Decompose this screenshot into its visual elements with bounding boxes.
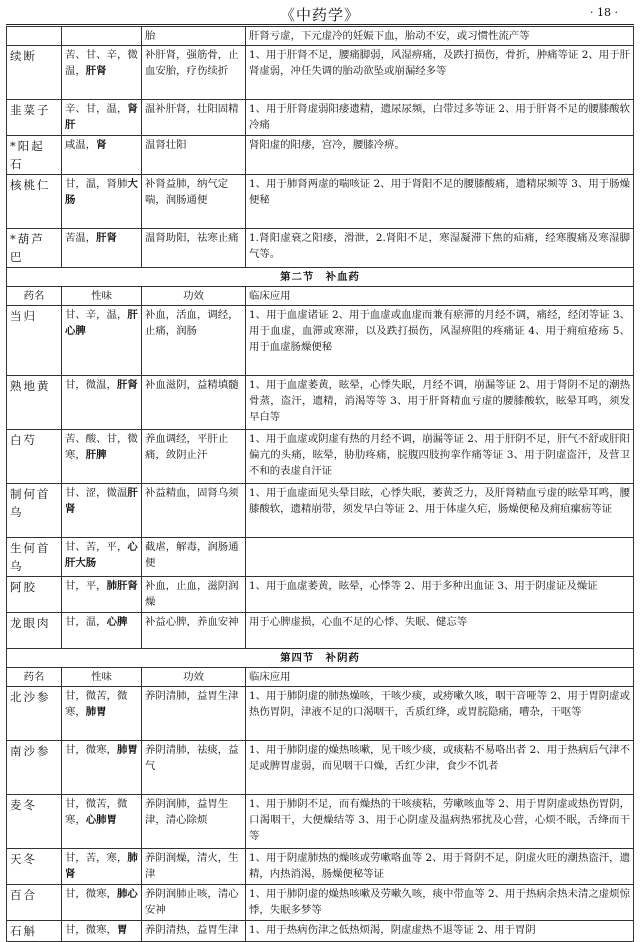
col-header-name [7, 287, 62, 306]
col-header-name [7, 668, 62, 687]
herb-name-text: 天冬 [10, 852, 37, 866]
clinical-text: 1、用于血虚萎黄，眩晕，心悸等 2、用于多种出血证 3、用于阴虚证及燥证 [249, 580, 598, 592]
function-text: 补血，止血，滋阴润燥 [145, 580, 239, 608]
meridian-text: 心肝大肠 [65, 541, 138, 569]
section-4-header-row [7, 668, 634, 687]
clinical-text: 1、用于阴虚肺热的燥咳或劳嗽咯血等 2、用于肾阴不足，阴虚火旺的潮热盗汗，遗精，内热消渴，肠燥便秘等证 [249, 852, 630, 880]
herb-nature [62, 538, 142, 577]
col-header-text: 临床应用 [249, 671, 291, 683]
herb-function [142, 100, 246, 136]
clinical-text: 1、用于肺阴虚的肺热燥咳，干咳少痰，或痨嗽久咳，咽干音哑等 2、用于胃阴虚或热伤胃阴，津液不足的口渴咽干，舌质红绛，或胃脘隐痛，嘈杂，干呕等 [249, 690, 630, 718]
herb-clinical [246, 613, 634, 649]
function-text: 养阴清热，益胃生津 [145, 924, 239, 936]
meridian-text: 肝心脾 [65, 309, 138, 337]
herb-name [7, 687, 62, 741]
clinical-text: 1、用于肺阴虚的燥热咳嗽，见干咳少痰，或痰粘不易咯出者 2、用于热病后气津不足或脾胃虚弱，而见咽干口燥，舌红少津，食少不饥者 [249, 744, 630, 772]
col-header-text: 药名 [23, 671, 45, 683]
herb-nature [62, 175, 142, 229]
herb-name [7, 795, 62, 849]
function-text: 胎 [145, 30, 156, 42]
herb-name-text: *阳起石 [10, 139, 45, 171]
col-header-function [142, 287, 246, 306]
herb-name [7, 229, 62, 268]
herb-name [7, 136, 62, 175]
section-4-title-row [7, 649, 634, 668]
nature-text: 甘，苦，寒， [65, 852, 128, 864]
table-row [7, 538, 634, 577]
table-row [7, 100, 634, 136]
function-text: 养阴清肺，益胃生津 [145, 690, 239, 702]
meridian-text: 肾 [96, 139, 107, 151]
section-2-title [7, 268, 634, 287]
herb-clinical [246, 538, 634, 577]
herb-function [142, 885, 246, 921]
meridian-text: 肺胃 [85, 706, 107, 718]
herb-nature [62, 687, 142, 741]
meridian-text: 肺胃 [116, 744, 138, 756]
herb-nature [62, 100, 142, 136]
herb-name [7, 885, 62, 921]
herb-name-text: 阿胶 [10, 580, 37, 594]
herb-nature [62, 849, 142, 885]
col-header-nature [62, 287, 142, 306]
col-header-text: 性味 [91, 671, 112, 683]
section-2-header-row [7, 287, 634, 306]
herb-nature [62, 136, 142, 175]
herb-name-text: 核桃仁 [10, 178, 51, 192]
herb-function [142, 376, 246, 430]
nature-text: 咸温， [65, 139, 97, 151]
table-row [7, 376, 634, 430]
function-text: 补肾益肺，纳气定喘，润肠通便 [145, 178, 229, 206]
table-row [7, 484, 634, 538]
herb-table-body [7, 27, 634, 942]
function-text: 补益心脾，养血安神 [145, 616, 239, 628]
herb-clinical [246, 849, 634, 885]
section-title: 第四节 补阴药 [280, 652, 360, 664]
meridian-text: 肝脾 [85, 449, 107, 461]
herb-function [142, 27, 246, 46]
herb-name-text: *葫芦巴 [10, 232, 45, 264]
meridian-text: 肺肾 [65, 852, 138, 880]
herb-name-text: 熟地黄 [10, 379, 51, 393]
herb-function [142, 229, 246, 268]
herb-name [7, 538, 62, 577]
herb-name [7, 306, 62, 376]
table-row [7, 613, 634, 649]
herb-name-text: 白芍 [10, 433, 37, 447]
herb-nature [62, 229, 142, 268]
herb-clinical [246, 306, 634, 376]
table-row [7, 849, 634, 885]
meridian-text: 肝肾 [65, 487, 138, 515]
meridian-text: 肾肝 [65, 103, 138, 131]
function-text: 养阴清肺，祛痰，益气 [145, 744, 239, 772]
clinical-text: 肝肾亏虚，下元虚冷的妊娠下血，胎动不安，或习惯性流产等 [249, 30, 530, 42]
col-header-text: 功效 [183, 290, 204, 302]
herb-function [142, 538, 246, 577]
function-text: 养阴润肺止咳，清心安神 [145, 888, 239, 916]
herb-clinical [246, 885, 634, 921]
table-row [7, 229, 634, 268]
herb-name-text: 龙眼肉 [10, 616, 51, 630]
table-row [7, 175, 634, 229]
herb-function [142, 795, 246, 849]
herb-nature [62, 577, 142, 613]
function-text: 养阴润燥，清火，生津 [145, 852, 239, 880]
herb-nature [62, 795, 142, 849]
nature-text: 甘，平， [65, 580, 107, 592]
section-title: 第二节 补血药 [280, 271, 360, 283]
herb-function [142, 484, 246, 538]
herb-function [142, 921, 246, 942]
meridian-text: 肺心 [116, 888, 138, 900]
meridian-text: 大肠 [65, 178, 138, 206]
nature-text: 甘，温， [65, 616, 107, 628]
herb-clinical [246, 484, 634, 538]
clinical-text: 1、用于肝肾虚弱阳痿遗精，遗尿尿频，白带过多等证 2、用于肝肾不足的腰膝酸软冷痛 [249, 103, 630, 131]
meridian-text: 心脾 [106, 616, 128, 628]
herb-name-text: 制何首乌 [10, 487, 51, 519]
herb-function [142, 306, 246, 376]
herb-nature [62, 484, 142, 538]
herb-name-text: 南沙参 [10, 744, 51, 758]
nature-text: 甘，微寒， [65, 744, 117, 756]
herb-clinical [246, 430, 634, 484]
herb-name [7, 741, 62, 795]
herb-nature [62, 613, 142, 649]
meridian-text: 肝肾 [116, 379, 138, 391]
nature-text: 甘，微苦，微寒， [65, 690, 128, 718]
table-row [7, 577, 634, 613]
herb-function [142, 613, 246, 649]
nature-text: 甘、涩，微温 [65, 487, 128, 499]
herb-clinical [246, 921, 634, 942]
herb-nature [62, 306, 142, 376]
table-row [7, 885, 634, 921]
nature-text: 甘，微温， [65, 379, 117, 391]
table-row [7, 306, 634, 376]
herb-clinical [246, 577, 634, 613]
nature-text: 苦温， [65, 232, 97, 244]
herb-nature [62, 921, 142, 942]
function-text: 截虐，解毒，润肠通便 [145, 541, 239, 569]
page-number: · 18 · [590, 6, 618, 19]
meridian-text: 心肺胃 [85, 814, 117, 826]
herb-function [142, 46, 246, 100]
clinical-text: 1、用于血虚诸证 2、用于血虚或血虚而兼有瘀滞的月经不调，痛经，经闭等证 3、用于血虚，血滞或寒滞，以及跌打损伤，风湿痹阻的疼痛证 4、用于痈疽疮疡 5、用于血虚肠燥便秘 [249, 309, 630, 353]
herb-nature [62, 885, 142, 921]
table-row [7, 46, 634, 100]
clinical-text: 1、用于肺阴虚的燥热咳嗽及劳嗽久咳，痰中带血等 2、用于热病余热未清之虚烦惊悸，失眠多梦等 [249, 888, 630, 916]
col-header-text: 临床应用 [249, 290, 291, 302]
book-title: 《中药学》 [279, 6, 360, 24]
herb-name [7, 27, 62, 46]
herb-clinical [246, 376, 634, 430]
clinical-text: 1、用于血虚萎黄，眩晕，心悸失眠，月经不调，崩漏等证 2、用于肾阴不足的潮热骨蒸，盗汗，遗精，消渴等等 3、用于肝肾精血亏虚的腰膝酸软，眩晕耳鸣，须发早白等 [249, 379, 630, 423]
col-header-text: 药名 [23, 290, 45, 302]
function-text: 温肾壮阳 [145, 139, 187, 151]
herb-function [142, 687, 246, 741]
herb-name [7, 175, 62, 229]
clinical-text: 用于心脾虚损，心血不足的心悸、失眠、健忘等 [249, 616, 468, 628]
clinical-text: 1、用于血虚面见头晕目眩，心悸失眠，萎黄乏力，及肝肾精血亏虚的眩晕耳鸣，腰膝酸软，遗精崩带，须发早白等证 2、用于体虚久疟，肠燥便秘及痈疽瘰疬等证 [249, 487, 630, 515]
herb-nature [62, 741, 142, 795]
section-2-title-row [7, 268, 634, 287]
function-text: 补血滋阴，益精填髓 [145, 379, 239, 391]
header-rule [6, 24, 634, 25]
table-row [7, 27, 634, 46]
herb-clinical [246, 100, 634, 136]
herb-name [7, 430, 62, 484]
clinical-text: 1、用于肝肾不足，腰痛脚弱，风湿痹痛，及跌打损伤，骨折，肿痛等证 2、用于肝肾虚弱，冲任失调的胎动欲坠或崩漏经多等 [249, 49, 630, 77]
table-row [7, 430, 634, 484]
herb-name [7, 376, 62, 430]
function-text: 补血，活血，调经，止痛，润肠 [145, 309, 239, 337]
nature-text: 苦、甘、辛，微温， [65, 49, 138, 77]
nature-text: 甘，微苦，微寒， [65, 798, 128, 826]
function-text: 养阴润肺，益胃生津，清心除烦 [145, 798, 229, 826]
page-header [0, 0, 640, 28]
herb-nature [62, 430, 142, 484]
herb-name-text: 百合 [10, 888, 37, 902]
function-text: 补益精血，固肾乌须 [145, 487, 239, 499]
section-4-title [7, 649, 634, 668]
herb-clinical [246, 27, 634, 46]
herb-name-text: 续断 [10, 49, 37, 63]
herb-clinical [246, 687, 634, 741]
herb-clinical [246, 229, 634, 268]
clinical-text: 1.肾阳虚衰之阳痿，滑泄，2.肾阳不足，寒湿凝滞下焦的疝痛，经寒腹痛及寒湿脚气等。 [249, 232, 630, 260]
herb-name-text: 麦冬 [10, 798, 37, 812]
table-row [7, 136, 634, 175]
herb-clinical [246, 136, 634, 175]
nature-text: 甘、苦，平， [65, 541, 128, 553]
nature-text: 甘，微寒， [65, 924, 117, 936]
herb-name [7, 849, 62, 885]
herb-name [7, 921, 62, 942]
clinical-text: 肾阳虚的阳痿，宫冷，腰膝冷痹。 [249, 139, 405, 151]
herb-function [142, 741, 246, 795]
col-header-text: 功效 [183, 671, 204, 683]
herb-name [7, 46, 62, 100]
herb-nature [62, 376, 142, 430]
col-header-function [142, 668, 246, 687]
herb-nature [62, 46, 142, 100]
herb-name [7, 484, 62, 538]
table-row [7, 921, 634, 942]
function-text: 温肾助阳，祛寒止痛 [145, 232, 239, 244]
herb-function [142, 430, 246, 484]
herb-clinical [246, 175, 634, 229]
nature-text: 甘、辛，温， [65, 309, 128, 321]
col-header-clinical [246, 668, 634, 687]
col-header-clinical [246, 287, 634, 306]
herb-function [142, 175, 246, 229]
function-text: 补肝肾，强筋骨，止血安胎，疗伤续折 [145, 49, 239, 77]
herb-function [142, 849, 246, 885]
clinical-text: 1、用于热病伤津之低热烦渴，阴虚虚热不退等证 2、用于胃阴 [249, 924, 536, 936]
herb-function [142, 136, 246, 175]
herb-clinical [246, 741, 634, 795]
clinical-text: 1、用于血虚或阴虚有热的月经不调，崩漏等证 2、用于肝阴不足，肝气不舒或肝阳偏亢的头痛，眩晕，胁肋疼痛，脘腹四肢拘挛作痛等证 3、用于阴虚盗汗，及营卫不和的表虚自汗证 [249, 433, 630, 477]
nature-text: 甘，温，肾肺 [65, 178, 128, 190]
col-header-text: 性味 [91, 290, 112, 302]
nature-text: 甘，微寒， [65, 888, 117, 900]
herb-name-text: 石斛 [10, 924, 37, 938]
nature-text: 苦、酸、甘，微寒， [65, 433, 138, 461]
herb-clinical [246, 795, 634, 849]
herb-name-text: 北沙参 [10, 690, 51, 704]
herb-function [142, 577, 246, 613]
meridian-text: 肺肝肾 [106, 580, 138, 592]
clinical-text: 1、用于肺肾两虚的喘咳证 2、用于肾阳不足的腰膝酸痛，遗精尿频等 3、用于肠燥便秘 [249, 178, 630, 206]
function-text: 养血调经，平肝止痛，敛阴止汗 [145, 433, 229, 461]
herb-table [6, 26, 634, 942]
herb-nature [62, 27, 142, 46]
nature-text: 辛、甘，温， [65, 103, 128, 115]
meridian-text: 肝肾 [96, 232, 117, 244]
clinical-text: 1、用于肺阴不足，而有燥热的干咳痰粘，劳嗽咳血等 2、用于胃阴虚或热伤胃阴，口渴咽干，大便燥结等 3、用于心阴虚及温病热邪扰及心营，心烦不眠，舌绛而干等 [249, 798, 630, 842]
herb-name [7, 577, 62, 613]
table-row [7, 687, 634, 741]
herb-name [7, 100, 62, 136]
meridian-text: 胃 [116, 924, 128, 936]
table-row [7, 795, 634, 849]
table-row [7, 741, 634, 795]
herb-name-text: 韭菜子 [10, 103, 51, 117]
herb-name-text: 生何首乌 [10, 541, 51, 573]
meridian-text: 肝肾 [85, 65, 107, 77]
herb-clinical [246, 46, 634, 100]
col-header-nature [62, 668, 142, 687]
function-text: 温补肝肾，壮阳固精 [145, 103, 239, 115]
herb-name-text: 当归 [10, 309, 37, 323]
herb-name [7, 613, 62, 649]
